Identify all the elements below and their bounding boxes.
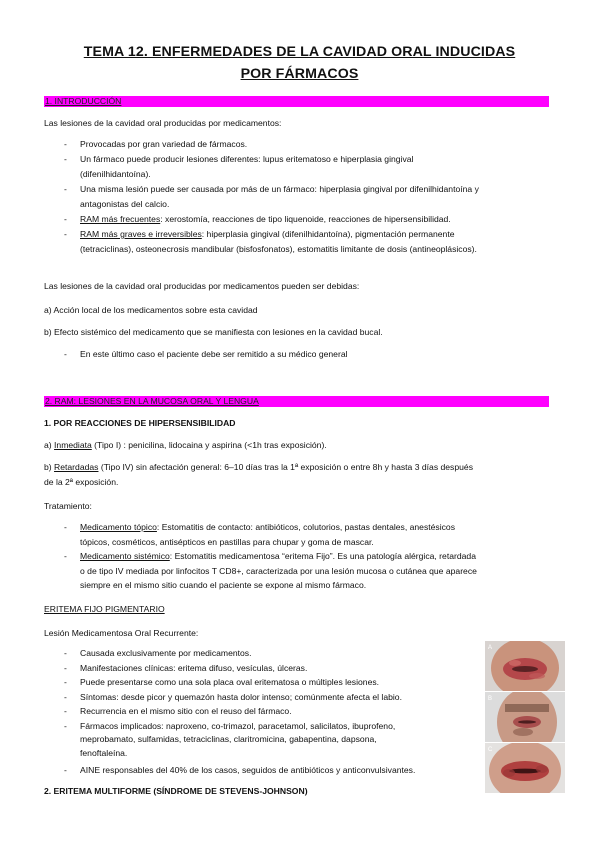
hypersensitivity-a: a) Inmediata (Tipo I) : penicilina, lidocaina y aspirina (<1h tras exposición). [44, 440, 327, 450]
cause-b-sublist [64, 349, 348, 360]
list-item: - Causada exclusivamente por medicamentos. [64, 648, 252, 658]
list-item: - Medicamento tópico: Estomatitis de contacto: antibióticos, colutorios, pastas dentales, anestésicos tópicos, cosméticos, antisépticos en pastillas para chupar y goma de mascar. [64, 522, 455, 547]
list-item: - Puede presentarse como una sola placa oval eritematosa o múltiples lesiones. [64, 677, 380, 687]
causes-paragraph: Las lesiones de la cavidad oral producidas por medicamentos pueden ser debidas: [44, 281, 360, 291]
list-item: - Manifestaciones clínicas: eritema difuso, vesículas, úlceras. [64, 662, 308, 673]
list-item: - En este último caso el paciente debe ser remitido a su médico general [64, 349, 348, 359]
clinical-photo-a [485, 641, 565, 691]
list-item: - RAM más graves e irreversibles: hiperplasia gingival (difenilhidantoína), pigmentación permanente (tetraciclinas), osteonecrosis mandibular (bisfosfonatos), estomatitis limitante de dosis (antineoplásicos). [64, 229, 477, 254]
hypersensitivity-b-cont: de la 2ª exposición. [44, 477, 119, 487]
intro-bullet-list [64, 139, 479, 259]
treatment-list [64, 522, 477, 591]
list-item: - Recurrencia en el mismo sitio con el reuso del fármaco. [64, 706, 292, 716]
clinical-photo-c [485, 743, 565, 793]
photo-label: A [488, 645, 493, 651]
eritema-fijo-heading: ERITEMA FIJO PIGMENTARIO [44, 604, 165, 614]
list-item: - Un fármaco puede producir lesiones diferentes: lupus eritematoso e hiperplasia gingival (difenilhidantoína). [64, 154, 414, 179]
cause-a: a) Acción local de los medicamentos sobre esta cavidad [44, 305, 258, 315]
treatment-label: Tratamiento: [44, 501, 92, 511]
list-item: - Síntomas: desde picor y quemazón hasta dolor intenso; comúnmente afecta el labio. [64, 691, 402, 702]
section-heading-ram-lesiones: 2. RAM: LESIONES EN LA MUCOSA ORAL Y LENGUA [44, 396, 549, 407]
section-heading-introduccion: 1. INTRODUCCIÓN [44, 96, 549, 107]
subheading-hipersensibilidad: 1. POR REACCIONES DE HIPERSENSIBILIDAD [44, 418, 236, 428]
list-item: - RAM más frecuentes: xerostomía, reacciones de tipo liquenoide, reacciones de hipersensibilidad. [64, 214, 451, 224]
eritema-list [64, 648, 415, 775]
intro-paragraph: Las lesiones de la cavidad oral producidas por medicamentos: [44, 118, 282, 128]
photo-label: C [488, 747, 493, 753]
list-item: - Fármacos implicados: naproxeno, co-trimazol, paracetamol, salicilatos, ibuprofeno, meprobamato, sulfamidas, tetraciclinas, claritromicina, gabapentina, dapsona, fenoftaleína. [64, 720, 396, 758]
lmor-label: Lesión Medicamentosa Oral Recurrente: [44, 628, 199, 638]
list-item: - AINE responsables del 40% de los casos, seguidos de antibióticos y anticonvulsivantes. [64, 764, 416, 775]
photo-label: B [488, 696, 493, 702]
list-item: - Medicamento sistémico: Estomatitis medicamentosa “eritema Fijo”. Es una patología alérgica, retardada o de tipo IV mediada por linfocitos T CD8+, caracterizada por una lesión mucosa o cutánea que aparece siempre en el mismo sitio cuando el paciente se expone al mismo fármaco. [64, 551, 477, 591]
list-item: - Una misma lesión puede ser causada por más de un fármaco: hiperplasia gingival por difenilhidantoína y antagonistas del calcio. [64, 184, 479, 209]
list-item: - Provocadas por gran variedad de fármacos. [64, 139, 248, 149]
clinical-photo-b [485, 692, 565, 742]
cause-b: b) Efecto sistémico del medicamento que se manifiesta con lesiones en la cavidad bucal. [44, 327, 383, 337]
document-title-line-2: POR FÁRMACOS [240, 66, 359, 82]
document-title-line-1: TEMA 12. ENFERMEDADES DE LA CAVIDAD ORAL INDUCIDAS [83, 44, 516, 60]
hypersensitivity-b: b) Retardadas (Tipo IV) sin afectación general: 6–10 días tras la 1ª exposición o entre 8h y hasta 3 días después [44, 462, 473, 472]
subheading-eritema-multiforme: 2. ERITEMA MULTIFORME (SÍNDROME DE STEVENS-JOHNSON) [44, 786, 308, 796]
